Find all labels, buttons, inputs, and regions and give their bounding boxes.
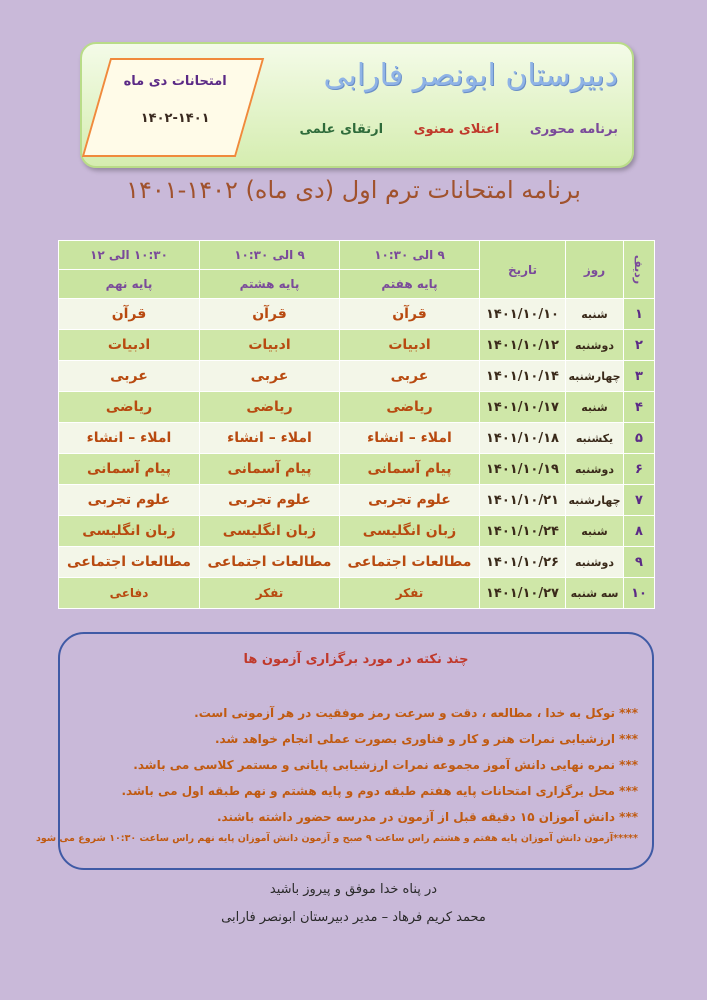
row-date: ۱۴۰۱/۱۰/۱۴ xyxy=(480,361,566,392)
row-date: ۱۴۰۱/۱۰/۲۶ xyxy=(480,547,566,578)
row-grade7-subject: پیام آسمانی xyxy=(340,454,480,485)
row-grade8-subject: عربی xyxy=(200,361,340,392)
table-row xyxy=(59,454,655,485)
program-row xyxy=(274,122,619,137)
row-grade9-subject: علوم تجربی xyxy=(59,485,200,516)
row-day: شنبه xyxy=(566,392,624,423)
row-number: ۷ xyxy=(624,485,655,516)
row-number: ۲ xyxy=(624,330,655,361)
row-grade9-subject: زبان انگلیسی xyxy=(59,516,200,547)
row-day: چهارشنبه xyxy=(566,485,624,516)
header-grade9: پایه نهم xyxy=(59,270,200,299)
row-grade9-subject: مطالعات اجتماعی xyxy=(59,547,200,578)
row-day: یکشنبه xyxy=(566,423,624,454)
row-grade8-subject: پیام آسمانی xyxy=(200,454,340,485)
row-date: ۱۴۰۱/۱۰/۲۴ xyxy=(480,516,566,547)
table-row xyxy=(59,516,655,547)
row-grade7-subject: زبان انگلیسی xyxy=(340,516,480,547)
row-grade8-subject: تفکر xyxy=(200,578,340,609)
badge-year: ۱۴۰۲-۱۴۰۱ xyxy=(140,111,210,126)
header-row-number xyxy=(624,241,655,299)
program-science-label: ارتقای علمی xyxy=(299,122,384,137)
row-grade7-subject: مطالعات اجتماعی xyxy=(340,547,480,578)
row-date: ۱۴۰۱/۱۰/۲۱ xyxy=(480,485,566,516)
footer-signature: محمد کریم فرهاد – مدیر دبیرستان ابونصر فارابی xyxy=(221,910,486,925)
header-date: تاریخ xyxy=(480,241,566,299)
row-grade7-subject: تفکر xyxy=(340,578,480,609)
header-grade9-time: ۱۰:۳۰ الی ۱۲ xyxy=(59,241,200,270)
row-grade7-subject: ریاضی xyxy=(340,392,480,423)
note-item-exam-times: *****آزمون دانش آموزان پایه هفتم و هشتم راس ساعت ۹ صبح و آزمون دانش آموزان پایه نهم راس ساعت ۱۰:۳۰ شروع می شود xyxy=(35,833,638,844)
row-date: ۱۴۰۱/۱۰/۱۸ xyxy=(480,423,566,454)
table-row xyxy=(59,361,655,392)
row-day: دوشنبه xyxy=(566,330,624,361)
row-day: دوشنبه xyxy=(566,454,624,485)
row-grade9-subject: دفاعی xyxy=(59,578,200,609)
row-day: سه شنبه xyxy=(566,578,624,609)
header-day: روز xyxy=(566,241,624,299)
badge-title: امتحانات دی ماه xyxy=(123,74,227,89)
header-grade7: پایه هفتم xyxy=(340,270,480,299)
school-name: دبیرستان ابونصر فارابی xyxy=(323,58,618,93)
row-grade8-subject: ادبیات xyxy=(200,330,340,361)
header-grade8-time: ۹ الی ۱۰:۳۰ xyxy=(200,241,340,270)
note-item: *** نمره نهایی دانش آموز مجموعه نمرات ارزشیابی پایانی و مستمر کلاسی می باشد. xyxy=(133,758,638,772)
row-grade9-subject: قرآن xyxy=(59,299,200,330)
note-item: *** محل برگزاری امتحانات پایه هفتم طبقه دوم و پایه هشتم و نهم طبقه اول می باشد. xyxy=(121,784,638,798)
notes-box xyxy=(35,632,654,870)
header-grade7-time: ۹ الی ۱۰:۳۰ xyxy=(340,241,480,270)
header-grade8: پایه هشتم xyxy=(200,270,340,299)
row-grade8-subject: ریاضی xyxy=(200,392,340,423)
row-number: ۱ xyxy=(624,299,655,330)
row-number: ۵ xyxy=(624,423,655,454)
table-row xyxy=(59,330,655,361)
row-grade7-subject: قرآن xyxy=(340,299,480,330)
page-title: برنامه امتحانات ترم اول (دی ماه) ۱۴۰۲-۱۴۰۱ xyxy=(126,176,581,204)
notes-list xyxy=(35,700,638,848)
row-grade8-subject: مطالعات اجتماعی xyxy=(200,547,340,578)
table-row xyxy=(59,299,655,330)
row-day: شنبه xyxy=(566,299,624,330)
row-number: ۱۰ xyxy=(624,578,655,609)
note-item: *** ارزشیابی نمرات هنر و کار و فناوری بصورت عملی انجام خواهد شد. xyxy=(214,732,638,746)
notes-title: چند نکته در مورد برگزاری آزمون ها xyxy=(243,652,469,667)
row-grade9-subject: پیام آسمانی xyxy=(59,454,200,485)
table-row xyxy=(59,423,655,454)
program-moral-label: اعتلای معنوی xyxy=(413,122,500,137)
table-row xyxy=(59,547,655,578)
row-grade7-subject: املاء – انشاء xyxy=(340,423,480,454)
row-date: ۱۴۰۱/۱۰/۲۷ xyxy=(480,578,566,609)
row-day: چهارشنبه xyxy=(566,361,624,392)
header-banner xyxy=(80,42,634,168)
program-main-label: برنامه محوری xyxy=(529,122,618,137)
row-grade7-subject: علوم تجربی xyxy=(340,485,480,516)
row-grade9-subject: املاء – انشاء xyxy=(59,423,200,454)
row-date: ۱۴۰۱/۱۰/۱۰ xyxy=(480,299,566,330)
table-row xyxy=(59,392,655,423)
row-grade9-subject: عربی xyxy=(59,361,200,392)
row-date: ۱۴۰۱/۱۰/۱۹ xyxy=(480,454,566,485)
row-grade9-subject: ادبیات xyxy=(59,330,200,361)
row-grade8-subject: قرآن xyxy=(200,299,340,330)
exam-schedule-table xyxy=(58,240,655,609)
row-number: ۳ xyxy=(624,361,655,392)
row-date: ۱۴۰۱/۱۰/۱۲ xyxy=(480,330,566,361)
row-date: ۱۴۰۱/۱۰/۱۷ xyxy=(480,392,566,423)
row-day: دوشنبه xyxy=(566,547,624,578)
row-grade8-subject: علوم تجربی xyxy=(200,485,340,516)
row-number: ۴ xyxy=(624,392,655,423)
row-day: شنبه xyxy=(566,516,624,547)
table-row xyxy=(59,578,655,609)
note-item: *** توکل به خدا ، مطالعه ، دقت و سرعت رمز موفقیت در هر آزمونی است. xyxy=(194,706,638,720)
row-number: ۸ xyxy=(624,516,655,547)
row-grade7-subject: ادبیات xyxy=(340,330,480,361)
row-grade8-subject: املاء – انشاء xyxy=(200,423,340,454)
row-number: ۶ xyxy=(624,454,655,485)
row-grade7-subject: عربی xyxy=(340,361,480,392)
header-row-number-label: ردیف xyxy=(632,254,646,285)
row-grade9-subject: ریاضی xyxy=(59,392,200,423)
table-row xyxy=(59,485,655,516)
row-number: ۹ xyxy=(624,547,655,578)
row-grade8-subject: زبان انگلیسی xyxy=(200,516,340,547)
exam-badge xyxy=(82,58,264,157)
footer-blessing: در پناه خدا موفق و پیروز باشید xyxy=(269,882,438,897)
note-item: *** دانش آموزان ۱۵ دقیقه قبل از آزمون در مدرسه حضور داشته باشند. xyxy=(217,810,638,824)
